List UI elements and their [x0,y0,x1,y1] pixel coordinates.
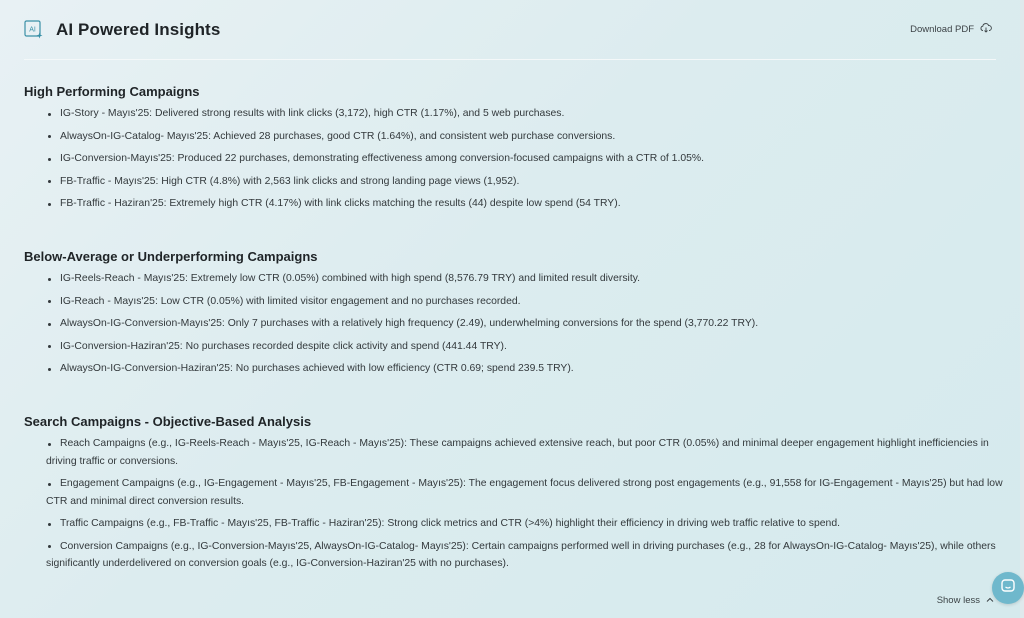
chevron-up-icon [986,595,994,606]
page-title: AI Powered Insights [56,19,221,39]
section-underperforming [24,249,1004,383]
list-item: IG-Story - Mayıs'25: Delivered strong results with link clicks (3,172), high CTR (1.17%), and 5 web purchases. [46,105,1004,123]
ai-sparkle-icon [24,20,44,40]
chat-support-button[interactable] [992,572,1024,604]
section-title: High Performing Campaigns [24,84,200,99]
list-item: AlwaysOn-IG-Conversion-Mayıs'25: Only 7 purchases with a relatively high frequency (2.49), underwhelming conversions for the spend (3,770.22 TRY). [46,315,1004,333]
show-less-label: Show less [936,595,980,606]
list-item: Reach Campaigns (e.g., IG-Reels-Reach - Mayıs'25, IG-Reach - Mayıs'25): These campaigns achieved extensive reach, but poor CTR (0.05%) and minimal deeper engagement highlight inefficiencies in driving traffic or conversions. [46,435,1004,470]
list-item: Traffic Campaigns (e.g., FB-Traffic - Mayıs'25, FB-Traffic - Haziran'25): Strong click metrics and CTR (>4%) highlight their efficiency in driving web traffic relative to spend. [46,515,1004,533]
list-item: AlwaysOn-IG-Catalog- Mayıs'25: Achieved 28 purchases, good CTR (1.64%), and consistent web purchase conversions. [46,128,1004,146]
list-item: IG-Conversion-Haziran'25: No purchases recorded despite click activity and spend (441.44 TRY). [46,338,1004,356]
ai-icon-text: AI [29,26,36,34]
section-title: Search Campaigns - Objective-Based Analysis [24,414,312,429]
section-high-performing [24,84,1004,218]
list-item: IG-Reach - Mayıs'25: Low CTR (0.05%) with limited visitor engagement and no purchases recorded. [46,293,1004,311]
list-item: IG-Conversion-Mayıs'25: Produced 22 purchases, demonstrating effectiveness among conversion-focused campaigns with a CTR of 1.05%. [46,150,1004,168]
list-item: IG-Reels-Reach - Mayıs'25: Extremely low CTR (0.05%) combined with high spend (8,576.79 TRY) and limited result diversity. [46,270,1004,288]
list-item: FB-Traffic - Haziran'25: Extremely high CTR (4.17%) with link clicks matching the results (44) despite low spend (54 TRY). [46,195,1004,213]
section-search-analysis [24,414,1004,578]
list-item: Engagement Campaigns (e.g., IG-Engagement - Mayıs'25, FB-Engagement - Mayıs'25): The engagement focus delivered strong post engagements (e.g., 91,558 for IG-Engagement - Mayıs'25) but had low CTR and minimal direct conversion results. [46,475,1004,510]
download-pdf-button[interactable] [910,23,992,36]
scrollbar-track[interactable] [1020,0,1024,618]
insight-list [24,435,1004,573]
show-less-button[interactable] [937,595,994,606]
insights-header [24,0,996,60]
chat-bubble-icon [1000,578,1016,599]
insight-list [24,105,1004,213]
header-title-group [24,19,220,40]
list-item: Conversion Campaigns (e.g., IG-Conversion-Mayıs'25, AlwaysOn-IG-Catalog- Mayıs'25): Certain campaigns performed well in driving purchases (e.g., 28 for AlwaysOn-IG-Catalog- Mayıs'25), while others significantly underdelivered on conversion goals (e.g., IG-Conversion-Haziran'25 with no purchases). [46,538,1004,573]
list-item: AlwaysOn-IG-Conversion-Haziran'25: No purchases achieved with low efficiency (CTR 0.69; spend 239.5 TRY). [46,360,1004,378]
section-title: Below-Average or Underperforming Campaigns [24,249,318,264]
list-item: FB-Traffic - Mayıs'25: High CTR (4.8%) with 2,563 link clicks and strong landing page views (1,952). [46,173,1004,191]
cloud-download-icon [980,23,992,36]
insight-list [24,270,1004,378]
download-pdf-label: Download PDF [910,24,974,35]
